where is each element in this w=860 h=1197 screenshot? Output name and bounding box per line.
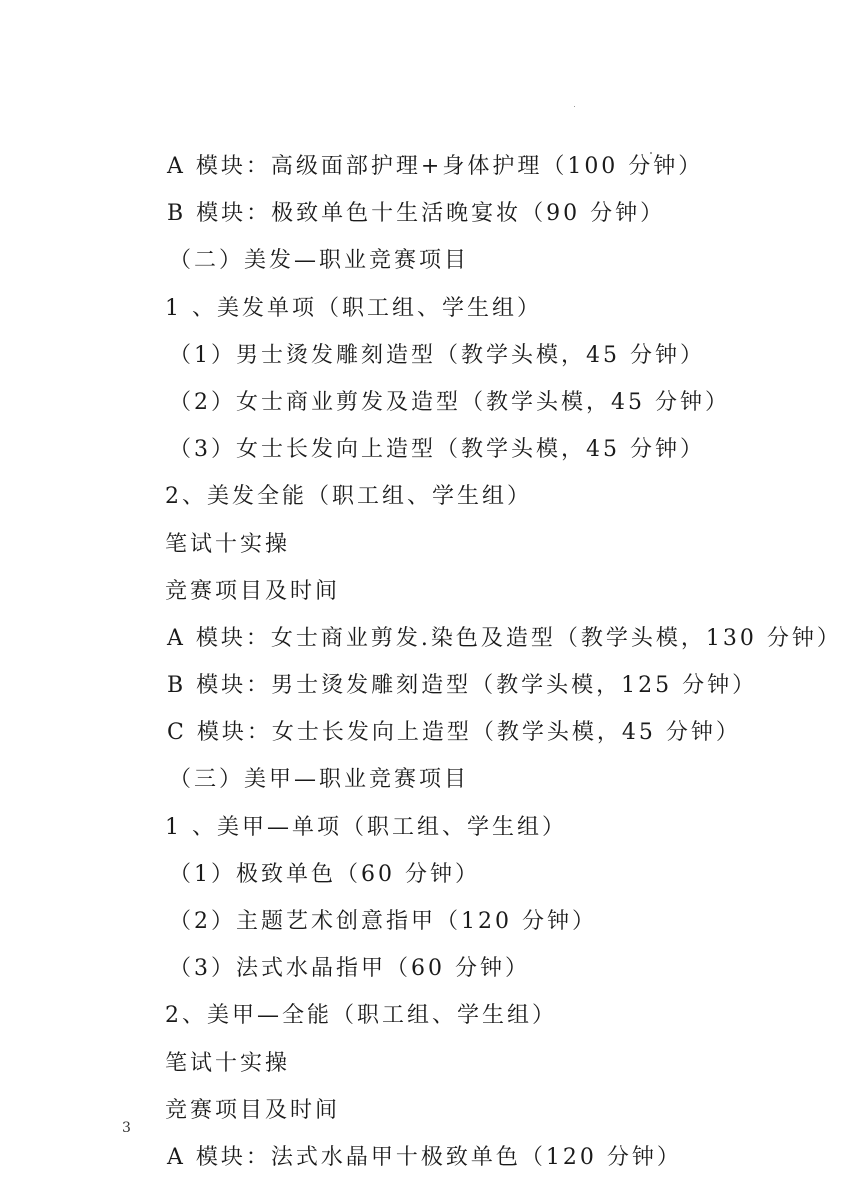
nail-module-a-line: A 模块：法式水晶甲十极致单色（120 分钟） [167,1144,682,1170]
section-heading-nails: （三）美甲—职业竞赛项目 [169,767,470,793]
hair-single-item-2: （2）女士商业剪发及造型（教学头模，45 分钟） [169,389,730,415]
nail-items-and-time-heading: 竞赛项目及时间 [165,1097,341,1123]
hair-module-c-line: C 模块：女士长发向上造型（教学头模，45 分钟） [167,720,741,746]
section-heading-hairdressing: （二）美发—职业竞赛项目 [169,248,470,274]
hair-single-item-1: （1）男士烫发雕刻造型（教学头模，45 分钟） [169,342,705,368]
module-a-beauty-line: A 模块：高级面部护理+身体护理（100 分钟） [167,154,704,179]
hair-single-heading: 1 、美发单项（职工组、学生组） [165,295,542,321]
hair-single-item-3: （3）女士长发向上造型（教学头模，45 分钟） [169,437,705,463]
hair-allround-heading: 2、美发全能（职工组、学生组） [165,484,532,510]
hair-module-a-line: A 模块：女士商业剪发.染色及造型（教学头模，130 分钟） [167,625,842,651]
nail-single-item-3: （3）法式水晶指甲（60 分钟） [169,956,530,982]
hair-items-and-time-heading: 竞赛项目及时间 [165,578,341,604]
document-body [165,143,842,1181]
nail-single-item-2: （2）主题艺术创意指甲（120 分钟） [169,909,597,934]
scan-speck [574,106,575,107]
page-number: 3 [122,1120,131,1136]
nail-allround-heading: 2、美甲—全能（职工组、学生组） [165,1003,557,1029]
nail-single-item-1: （1）极致单色（60 分钟） [169,861,480,887]
nail-exam-format: 笔试十实操 [165,1050,291,1076]
module-b-beauty-line: B 模块：极致单色十生活晚宴妆（90 分钟） [167,201,666,227]
nail-single-heading: 1 、美甲—单项（职工组、学生组） [165,814,567,840]
hair-module-b-line: B 模块：男士烫发雕刻造型（教学头模，125 分钟） [167,673,758,699]
hair-exam-format: 笔试十实操 [165,531,291,557]
